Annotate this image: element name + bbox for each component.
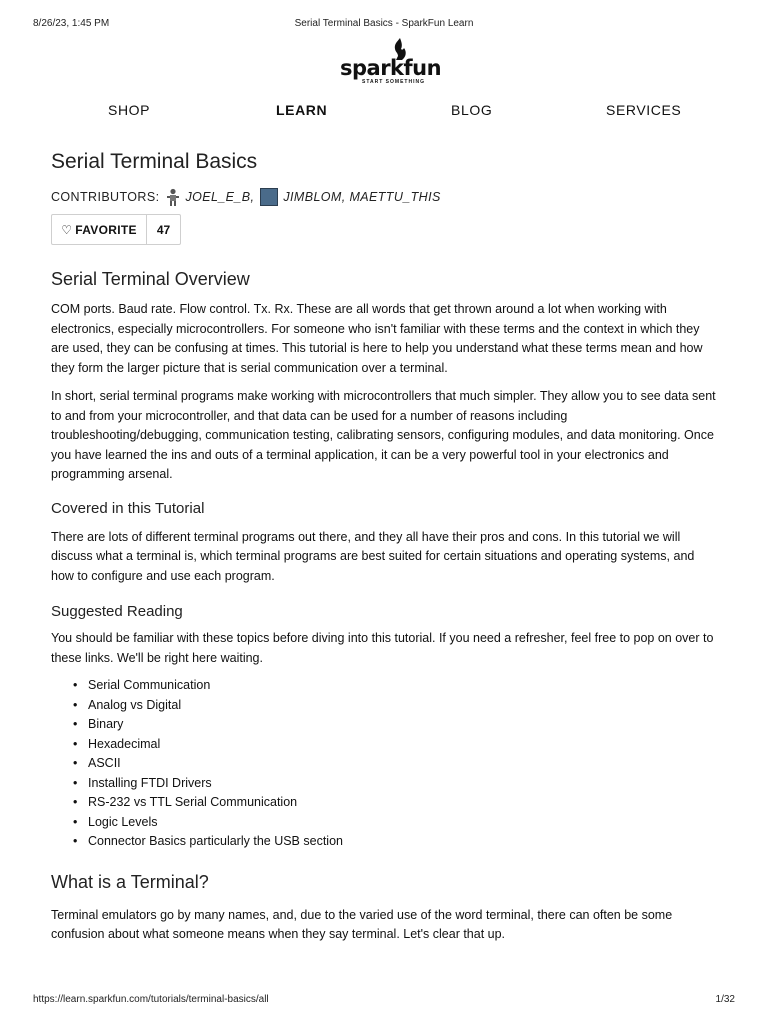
contributors <box>51 188 719 206</box>
page-number: 1/32 <box>715 994 735 1005</box>
favorite-count: 47 <box>156 222 171 237</box>
list-item[interactable]: • Binary <box>73 715 719 735</box>
favorite-widget <box>51 214 181 245</box>
list-item[interactable]: • Analog vs Digital <box>73 696 719 716</box>
section-heading: What is a Terminal? <box>51 871 209 892</box>
list-item[interactable]: • Connector Basics particularly the USB section <box>73 832 719 852</box>
print-header <box>33 18 735 32</box>
contributor-link[interactable]: JIMBLOM, MAETTU_THIS <box>283 190 441 204</box>
list-item[interactable]: • ASCII <box>73 754 719 774</box>
paragraph: COM ports. Baud rate. Flow control. Tx. Rx. These are all words that get thrown around a lot when working with electronics, especially microcontrollers. For someone who isn't familiar with these terms and the context in which they are used, they can be confusing at times. This tutorial is here to help you understand what these terms mean and how they form the larger picture that is serial communication over a terminal. <box>51 302 703 375</box>
nav-item-services[interactable]: SERVICES <box>606 102 682 118</box>
list-item[interactable]: • Hexadecimal <box>73 735 719 755</box>
paragraph: Terminal emulators go by many names, and, due to the varied use of the word terminal, there can often be some confusion about what someone means when they say terminal. Let's clear that up. <box>51 907 673 941</box>
nav-item-shop[interactable]: SHOP <box>108 102 151 118</box>
list-item[interactable]: • Serial Communication <box>73 676 719 696</box>
print-datetime: 8/26/23, 1:45 PM <box>33 18 110 29</box>
print-url: https://learn.sparkfun.com/tutorials/terminal-basics/all <box>33 994 269 1005</box>
nav-item-blog[interactable]: BLOG <box>451 102 493 118</box>
sparkfun-logo[interactable] <box>336 38 442 88</box>
list-item[interactable]: • RS-232 vs TTL Serial Communication <box>73 793 719 813</box>
favorite-button[interactable] <box>52 215 147 244</box>
subsection-heading: Suggested Reading <box>51 603 183 620</box>
avatar <box>260 188 278 206</box>
section-heading: Serial Terminal Overview <box>51 269 250 289</box>
subsection-heading: Covered in this Tutorial <box>51 499 205 517</box>
contributors-label: CONTRIBUTORS: <box>51 190 160 204</box>
print-page-title: Serial Terminal Basics - SparkFun Learn <box>294 18 474 29</box>
heart-icon: ♡ <box>61 222 73 237</box>
paragraph: You should be familiar with these topics before diving into this tutorial. If you need a refresher, feel free to pop on over to these links. We'll be right here waiting. <box>51 631 714 665</box>
logo-wordmark: sparkfun <box>340 56 442 80</box>
list-item[interactable]: • Installing FTDI Drivers <box>73 774 719 794</box>
contributor-link[interactable]: JOEL_E_B, <box>185 190 255 204</box>
paragraph: In short, serial terminal programs make working with microcontrollers that much simpler. They allow you to see data sent to and from your microcontroller, and that data can be used for a number of reasons including troubleshooting/debugging, communication testing, calibrating sensors, configuring modules, and data monitoring. Once you have learned the ins and outs of a terminal application, it can be a very powerful tool in your electronics and programming arsenal. <box>51 389 716 481</box>
nav-item-learn[interactable]: LEARN <box>276 102 328 118</box>
avatar <box>165 188 181 206</box>
print-footer <box>33 994 735 1008</box>
list-item[interactable]: • Logic Levels <box>73 813 719 833</box>
logo-tagline: START SOMETHING <box>362 79 425 85</box>
main-nav <box>0 102 768 120</box>
suggested-reading-list <box>51 676 719 852</box>
favorite-label: FAVORITE <box>75 222 137 237</box>
article <box>51 148 719 945</box>
paragraph: There are lots of different terminal programs out there, and they all have their pros and cons. In this tutorial we will discuss what a terminal is, which terminal programs are best suited for certain situations and operating systems, and how to configure and use each program. <box>51 529 695 583</box>
page-title: Serial Terminal Basics <box>51 150 258 173</box>
